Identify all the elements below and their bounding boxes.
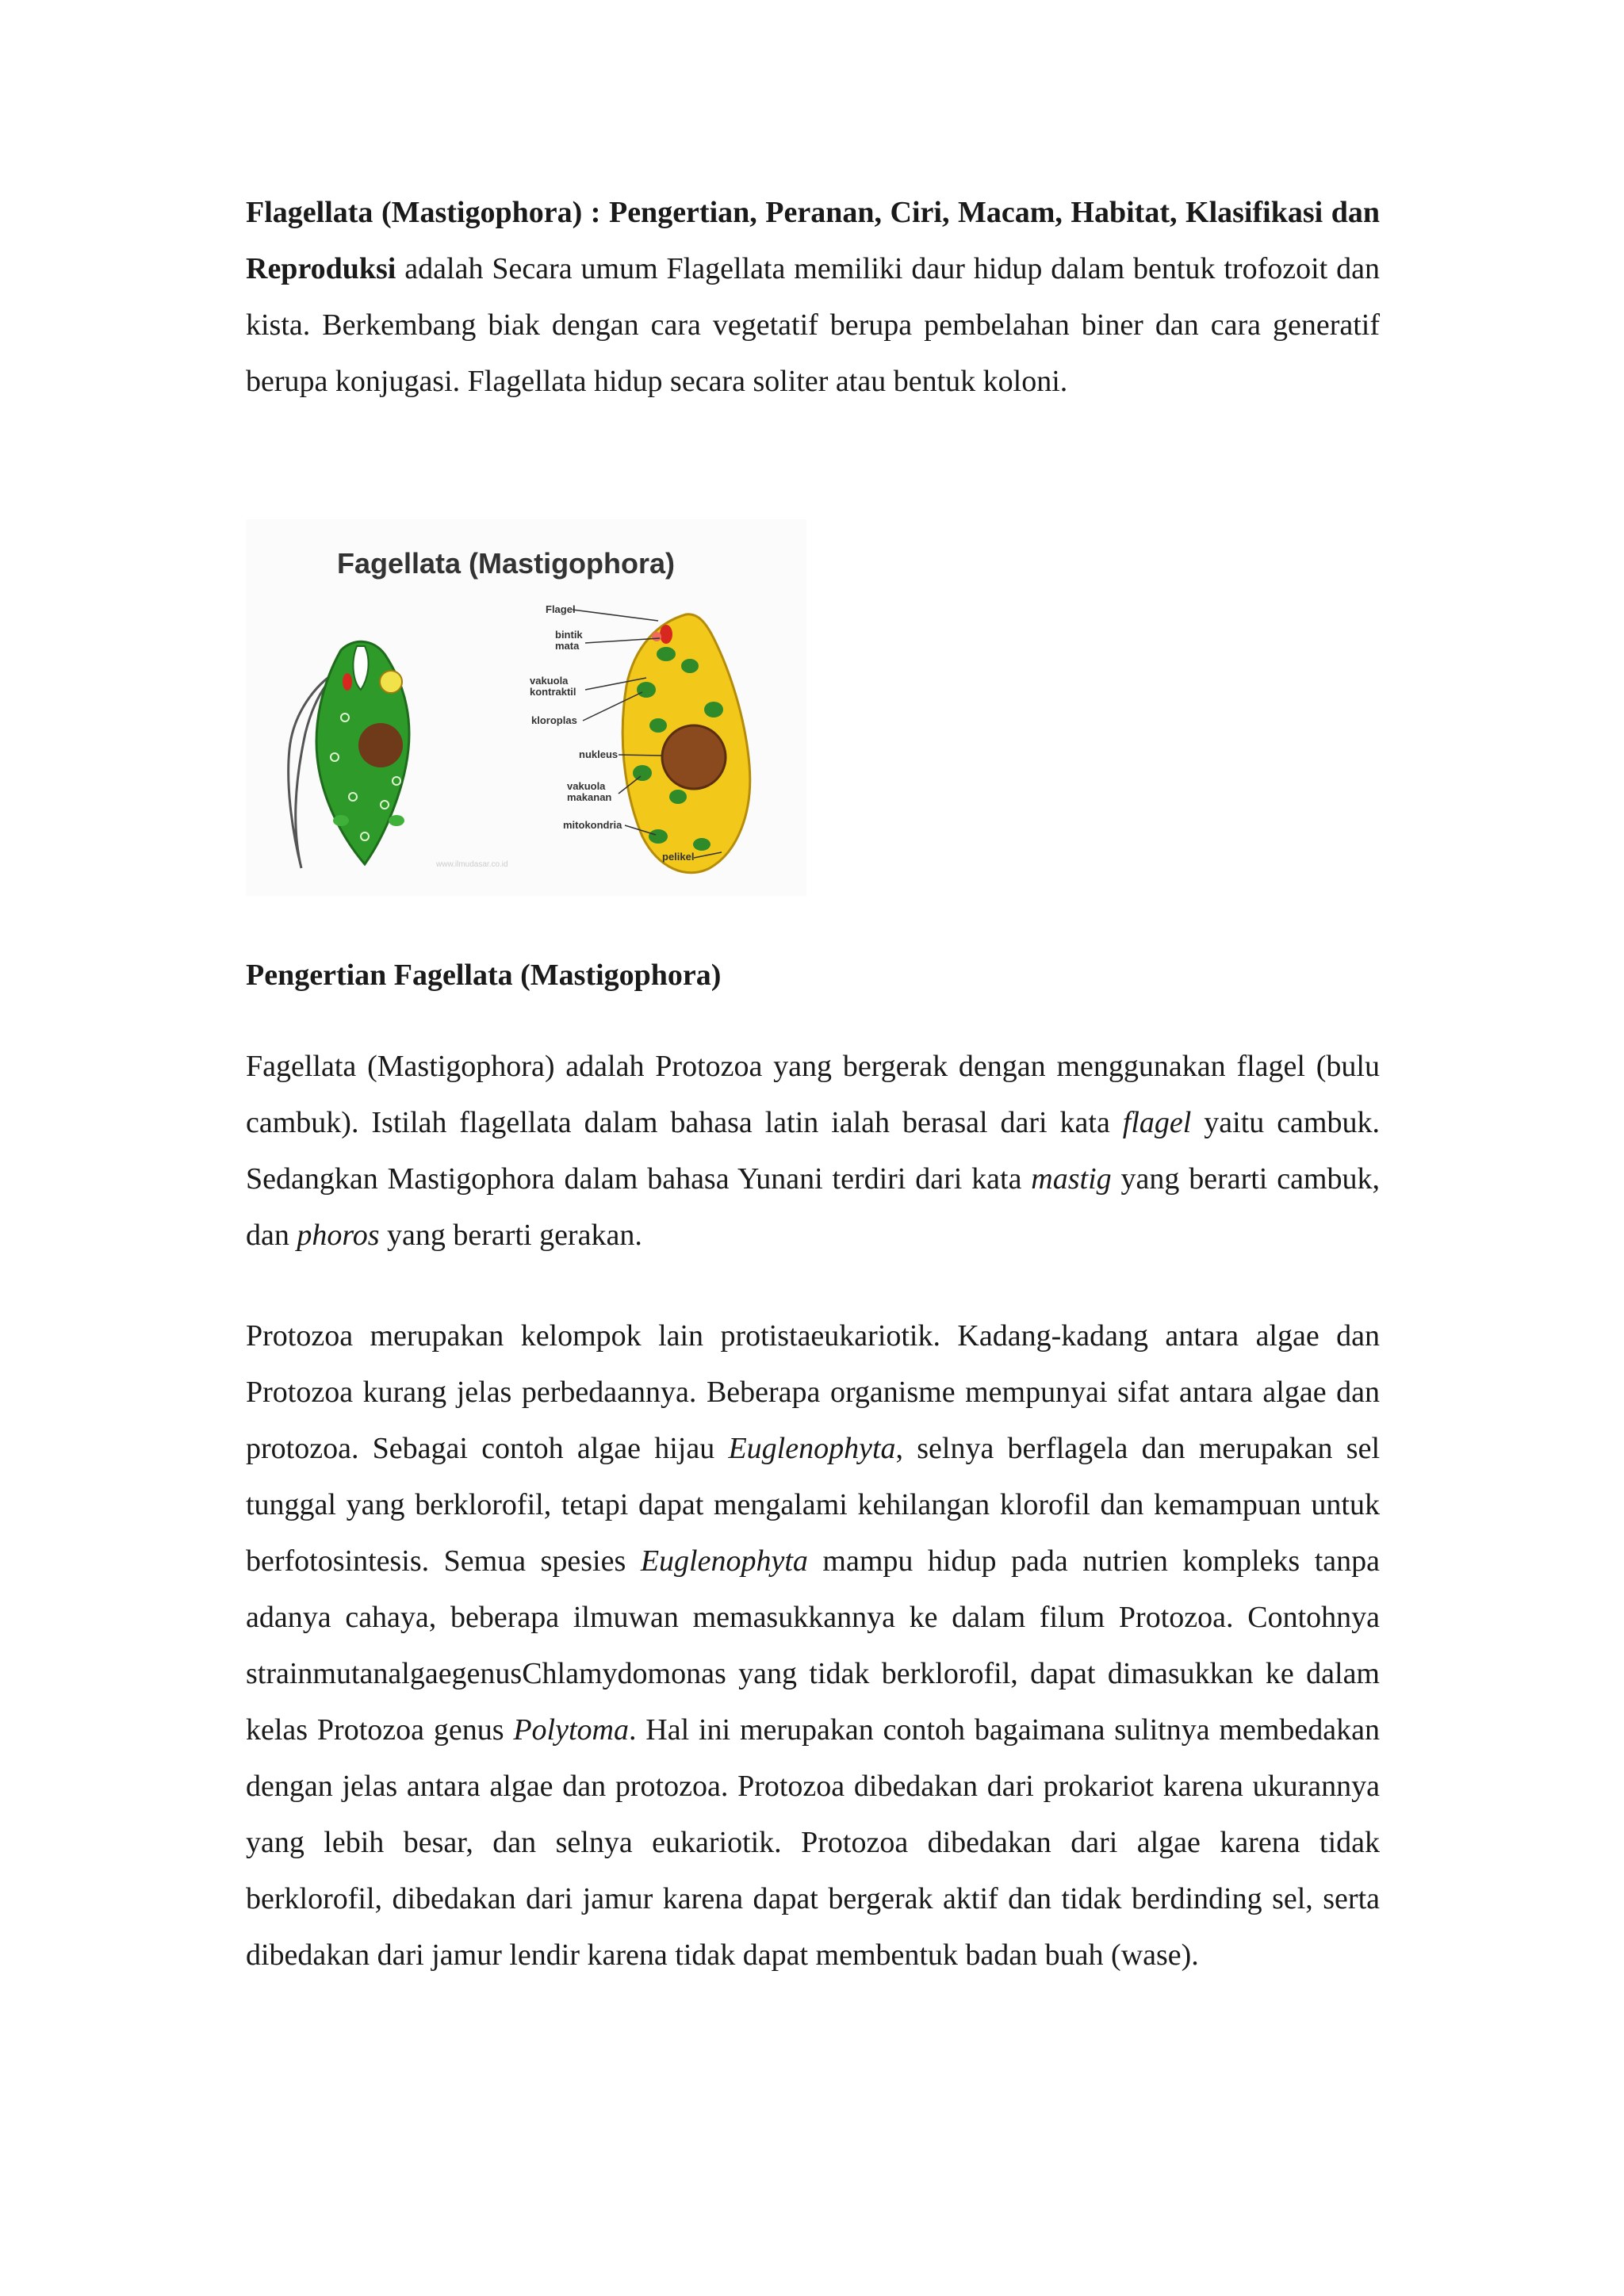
chloroplast-left [389,815,404,826]
para2-text-4: . Hal ini merupakan contoh bagaimana sulitnya membedakan dengan jelas antara algae dan protozoa. Protozoa dibedakan dari prokariot karena ukurannya yang lebih besar, dan selnya eukariotik. Protozoa dibedakan dari algae karena tidak berklorofil, dibedakan dari jamur karena dapat bergerak aktif dan tidak berdinding sel, serta dibedakan dari jamur lendir karena tidak dapat membentuk badan buah (wase). [246,1713,1381,1972]
section-heading-block [246,947,1380,1004]
chloroplast-right [681,659,699,673]
para1-italic-3: phoros [297,1219,380,1252]
paragraph-2 [246,1308,1380,1984]
label-mitokondria: mitokondria [563,819,622,831]
para2-italic-2: Euglenophyta [640,1544,808,1578]
chloroplast-right [633,765,652,781]
para1-italic-1: flagel [1122,1106,1192,1139]
figure-title: Fagellata (Mastigophora) [337,547,676,580]
para1-italic-2: mastig [1031,1162,1112,1196]
flagellata-figure [246,519,806,896]
section-heading: Pengertian Fagellata (Mastigophora) [246,959,722,992]
chloroplast-right [669,790,687,804]
para2-italic-1: Euglenophyta [728,1432,896,1465]
paragraph-1-block [246,1039,1380,1264]
label-bintik: bintik [555,629,583,641]
chloroplast-right [649,718,667,733]
para2-text-3: mampu hidup pada nutrien kompleks tanpa adanya cahaya, beberapa ilmuwan memasukkannya ke dalam filum Protozoa. Contohnya strainmutanalgaegenusChlamydomonas yang tidak berklorofil, dapat dimasukkan ke dalam kelas Protozoa genus [246,1544,1381,1747]
para1-text-4: yang berarti gerakan. [379,1219,642,1252]
eyespot-left [343,673,352,691]
chloroplast-left [333,815,349,826]
chloroplast-right [657,647,676,661]
label-makanan: makanan [567,791,612,803]
label-nukleus: nukleus [579,748,619,760]
chloroplast-right [693,838,710,851]
para1-text-1: Fagellata (Mastigophora) adalah Protozoa yang bergerak dengan menggunakan flagel (bulu cambuk). Istilah flagellata dalam bahasa latin ialah berasal dari kata [246,1050,1380,1139]
para2-text-2: , selnya berflagela dan merupakan sel tunggal yang berklorofil, tetapi dapat mengalami kehilangan klorofil dan kemampuan untuk berfotosintesis. Semua spesies [246,1432,1380,1578]
intro-paragraph [246,185,1380,410]
para1-text-2: yaitu cambuk. Sedangkan Mastigophora dalam bahasa Yunani terdiri dari kata [246,1106,1380,1196]
intro-bold-title: Flagellata (Mastigophora) : Pengertian, Peranan, Ciri, Macam, Habitat, Klasifikasi dan Reproduksi [246,196,1380,285]
label-kloroplas: kloroplas [531,714,577,726]
intro-text: adalah Secara umum Flagellata memiliki daur hidup dalam bentuk trofozoit dan kista. Berkembang biak dengan cara vegetatif berupa pembelahan biner dan cara generatif berupa konjugasi. Flagellata hidup secara soliter atau bentuk koloni. [246,252,1380,398]
intro-paragraph-block [246,185,1380,410]
paragraph-1 [246,1039,1380,1264]
label-vakuola-2: vakuola [567,780,606,792]
eyespot-right [660,625,672,644]
label-mata: mata [555,640,580,652]
paragraph-2-block [246,1308,1380,1984]
contractile-vacuole-right [652,632,661,641]
nucleus-right [662,725,726,789]
chloroplast-right [649,829,668,844]
label-kontraktil: kontraktil [530,686,576,698]
para2-italic-3: Polytoma [513,1713,629,1747]
chloroplast-right [637,682,656,698]
para2-text-1: Protozoa merupakan kelompok lain protistaeukariotik. Kadang-kadang antara algae dan Protozoa kurang jelas perbedaannya. Beberapa organisme mempunyai sifat antara algae dan protozoa. Sebagai contoh algae hijau [246,1319,1380,1465]
contractile-vacuole-left [380,671,402,693]
flagellata-diagram [246,519,806,896]
green-euglena-cell [289,641,409,868]
label-vakuola-1: vakuola [530,675,569,687]
nucleus-left [358,723,403,767]
para1-text-3: yang berarti cambuk, dan [246,1162,1380,1252]
chloroplast-right [704,702,723,718]
label-pelikel: pelikel [662,851,695,863]
watermark: www.ilmudasar.co.id [436,860,508,869]
yellow-euglena-cell [622,614,750,873]
label-flagel: Flagel [546,603,576,615]
